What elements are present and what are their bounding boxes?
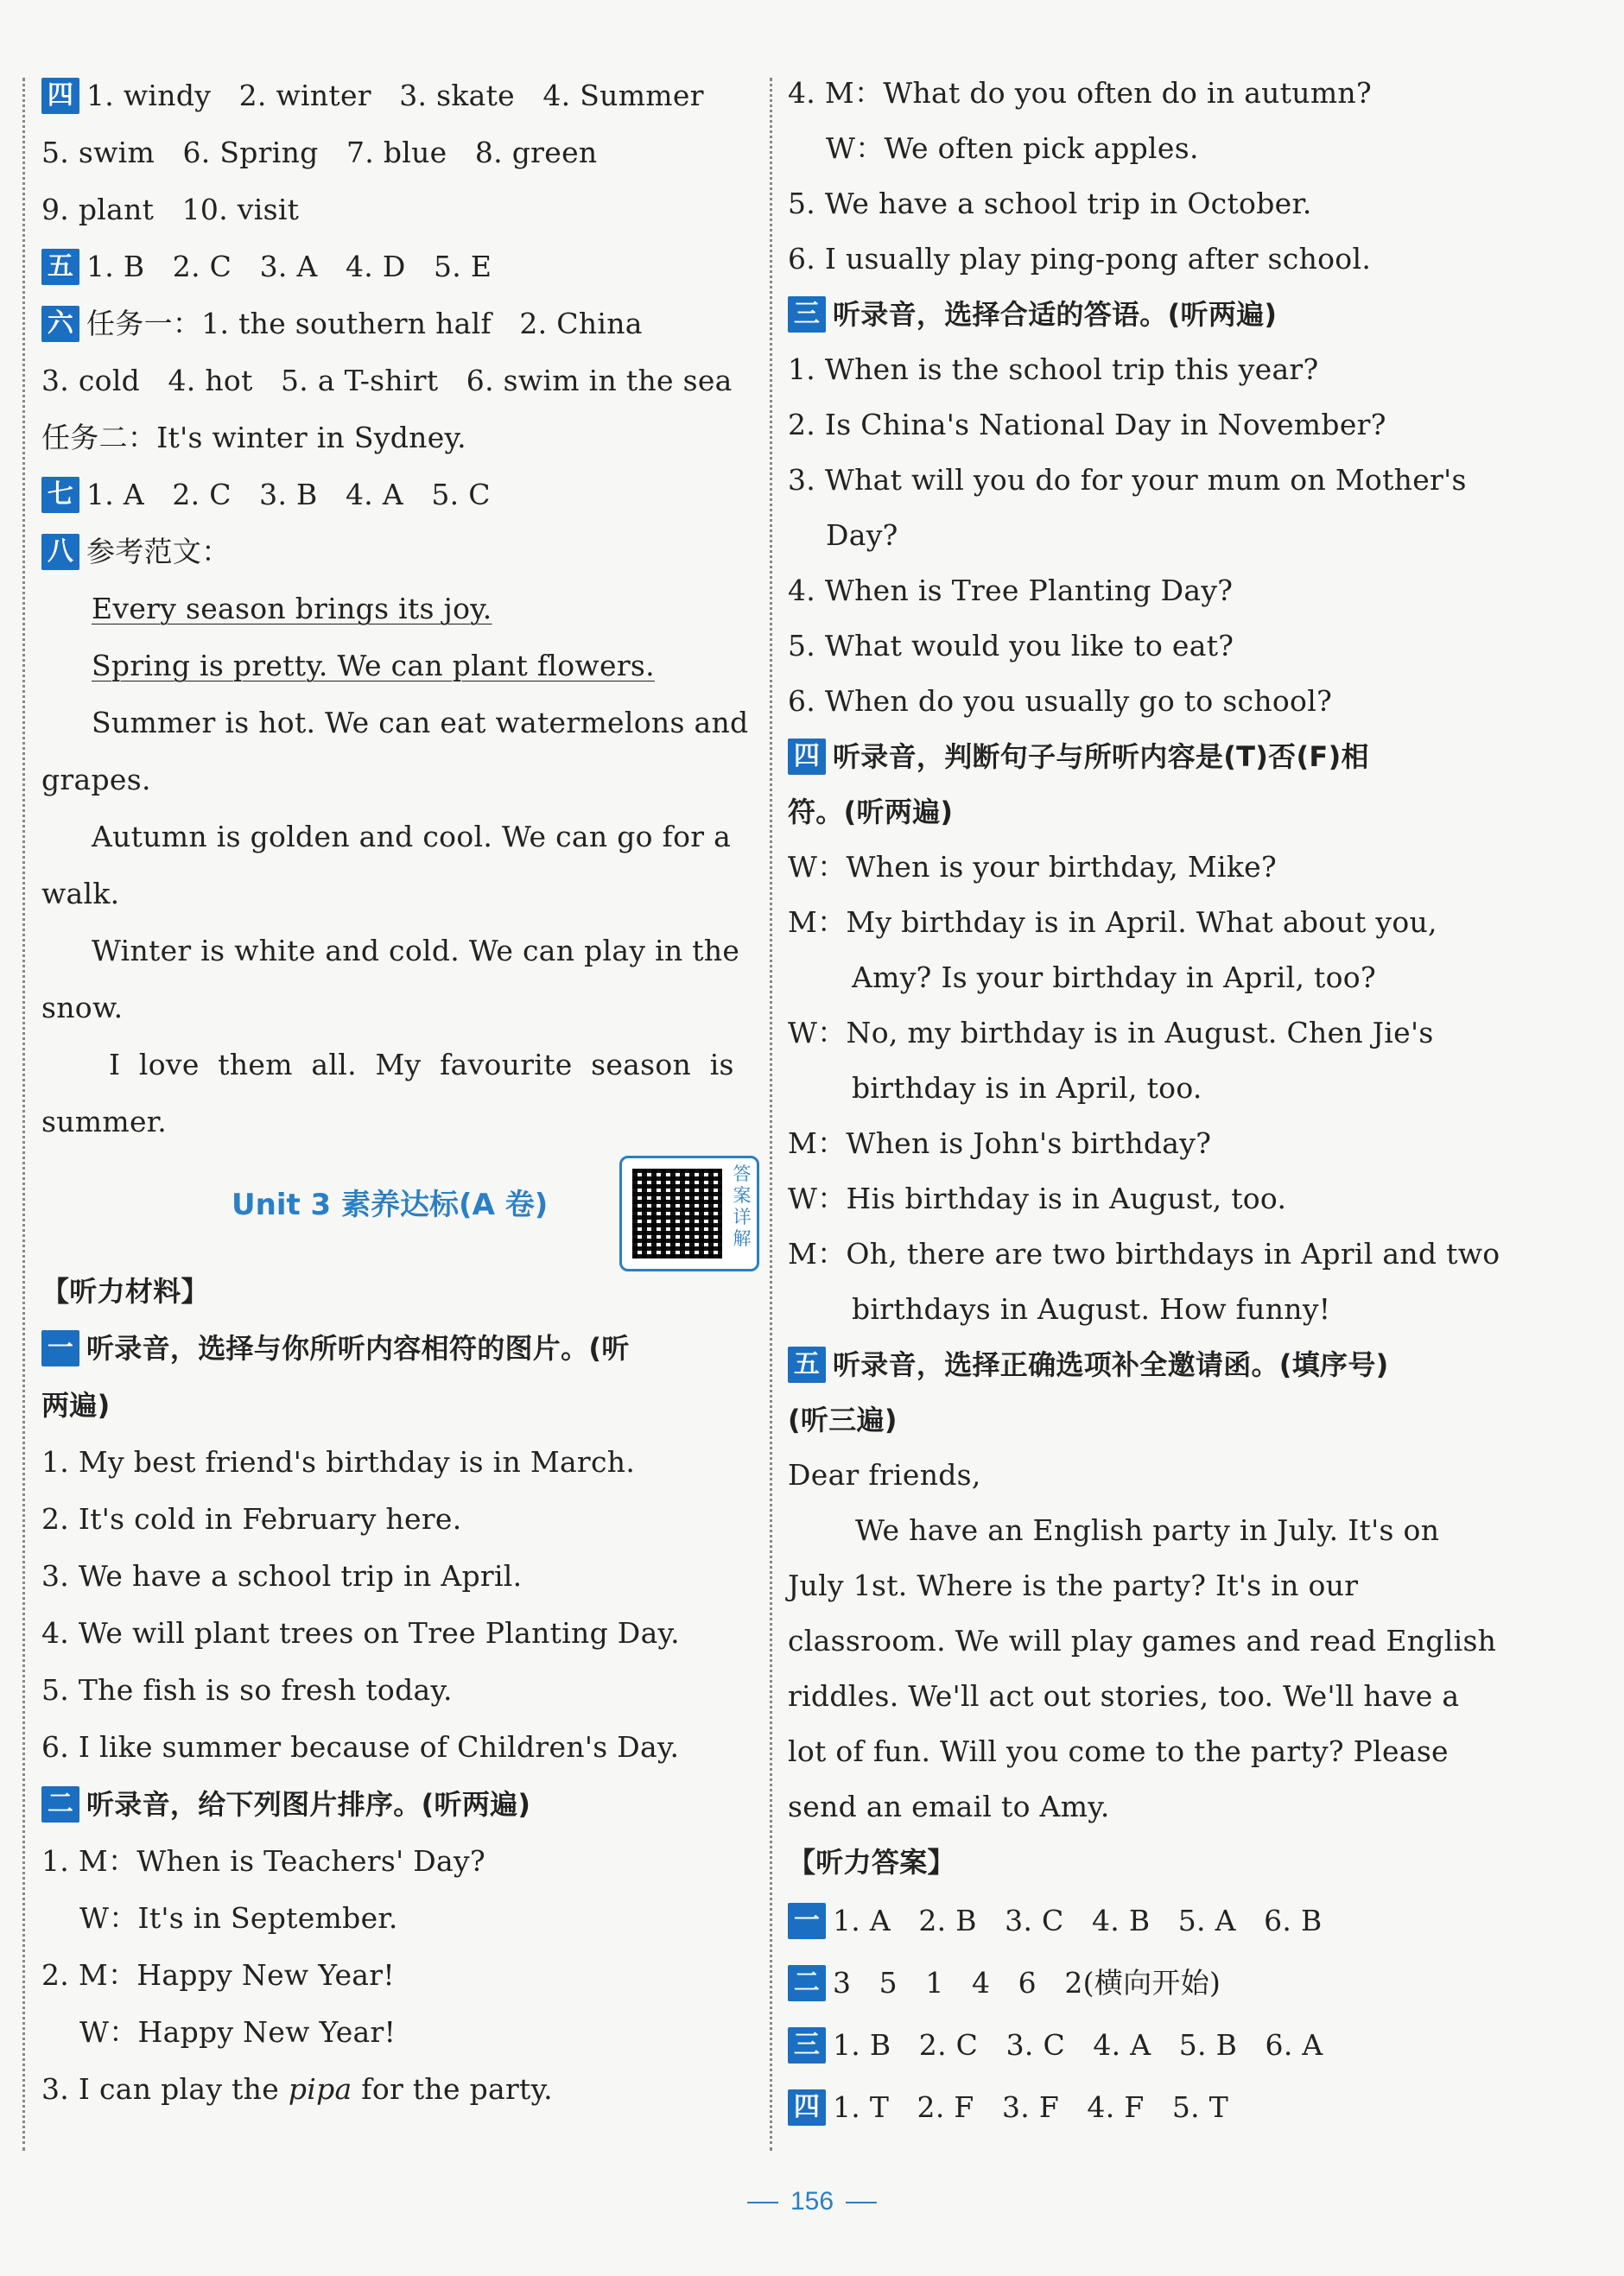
essay-line-1: Every season brings its joy. [92,592,492,625]
section-badge: 四 [788,2089,826,2126]
q2-line: 3. I can play the pipa for the party. [41,2072,553,2106]
sec4-line2: 5. swim 6. Spring 7. blue 8. green [41,136,598,169]
dialog-line: W：We often pick apples. [826,131,1199,165]
letter-line: July 1st. Where is the party? It's in our [788,1569,1359,1602]
letter-line: riddles. We'll act out stories, too. We'll have a [788,1679,1460,1713]
sec5-line: 五 1. B 2. C 3. A 4. D 5. E [41,238,763,295]
sec8-heading: 八 参考范文： [41,523,763,580]
qr-code-box[interactable] [619,1156,759,1271]
q1-title-cont: 两遍) [41,1389,111,1422]
sec7-line: 七 1. A 2. C 3. B 4. A 5. C [41,466,763,523]
answer-row: 一 1. A 2. B 3. C 4. B 5. A 6. B [788,1890,1509,1952]
section-badge: 五 [788,1347,826,1383]
q3-item: 3. What will you do for your mum on Mother's [788,463,1467,497]
q3-item: 2. Is China's National Day in November? [788,408,1386,441]
q4-dialog: W：When is your birthday, Mike? [788,850,1277,884]
answer-row: 三 1. B 2. C 3. C 4. A 5. B 6. A [788,2014,1509,2076]
page-number: 156 [0,2187,1624,2216]
section-badge: 三 [788,2027,826,2064]
q3-item: 5. What would you like to eat? [788,629,1234,663]
q4-dialog: W：His birthday is in August, too. [788,1182,1287,1215]
section-badge: 二 [41,1786,79,1823]
essay-line-4b: walk. [41,877,120,910]
q3-item-cont: Day? [826,518,898,552]
q5-title-cont: (听三遍) [788,1404,898,1436]
section-badge: 六 [41,306,79,342]
q1-item: 3. We have a school trip in April. [41,1559,523,1593]
essay-line-3b: grapes. [41,763,151,796]
sec6-line2: 3. cold 4. hot 5. a T-shirt 6. swim in the sea [41,364,733,397]
q2-title: 二 听录音，给下列图片排序。(听两遍) [41,1776,763,1833]
q4-dialog: M：Oh, there are two birthdays in April and two [788,1237,1500,1271]
section-badge: 七 [41,477,79,513]
q4-dialog: M：When is John's birthday? [788,1126,1212,1160]
sec4-line1: 四 1. windy 2. winter 3. skate 4. Summer [41,67,763,124]
q3-item: 1. When is the school trip this year? [788,352,1319,386]
sec4-line3: 9. plant 10. visit [41,193,300,226]
dialog-line: 4. M：What do you often do in autumn? [788,76,1372,110]
answers-title: 【听力答案】 [788,1846,955,1879]
listening-title: 【听力材料】 [41,1275,209,1308]
dialog-line: 6. I usually play ping-pong after school. [788,242,1372,276]
q3-title: 三 听录音，选择合适的答语。(听两遍) [788,287,1509,342]
dialog-line: 5. We have a school trip in October. [788,187,1312,220]
unit-header [41,1151,763,1263]
section-badge: 三 [788,296,826,333]
essay-line-5: Winter is white and cold. We can play in the [92,934,740,967]
section-badge: 八 [41,534,79,570]
section-badge: 五 [41,249,79,285]
q2-line: W：It's in September. [79,1901,398,1935]
essay-line-5b: snow. [41,991,124,1024]
q1-item: 4. We will plant trees on Tree Planting Day. [41,1616,680,1650]
essay-line-4: Autumn is golden and cool. We can go for a [92,820,732,853]
column-divider [770,78,772,2151]
q4-title: 四 听录音，判断句子与所听内容是(T)否(F)相 [788,729,1509,784]
q2-line: 1. M：When is Teachers' Day? [41,1844,485,1878]
left-margin-rule [22,78,25,2151]
section-badge: 四 [41,78,79,114]
q4-dialog: W：No, my birthday is in August. Chen Jie's [788,1016,1434,1049]
right-column [788,66,1509,2139]
letter-line: lot of fun. Will you come to the party? Please [788,1734,1449,1768]
section-badge: 一 [41,1330,79,1366]
q4-dialog: birthday is in April, too. [852,1071,1202,1105]
qr-code-icon [632,1169,722,1258]
q2-line: W：Happy New Year! [79,2015,396,2049]
q4-dialog: M：My birthday is in April. What about you, [788,905,1437,939]
q4-dialog: birthdays in August. How funny! [852,1292,1331,1326]
q1-item: 6. I like summer because of Children's Day. [41,1730,680,1764]
q1-item: 5. The fish is so fresh today. [41,1673,453,1707]
sec6-line3: 任务二：It's winter in Sydney. [41,421,466,454]
essay-line-2: Spring is pretty. We can plant flowers. [92,649,655,682]
letter-greeting: Dear friends, [788,1458,981,1492]
q1-item: 2. It's cold in February here. [41,1502,462,1536]
essay-line-6b: summer. [41,1105,168,1138]
left-column [41,67,763,2118]
q3-item: 6. When do you usually go to school? [788,684,1333,718]
q2-line: 2. M：Happy New Year! [41,1958,395,1992]
letter-line: send an email to Amy. [788,1790,1110,1823]
essay-line-3: Summer is hot. We can eat watermelons and [92,706,749,739]
section-badge: 四 [788,739,826,775]
section-badge: 二 [788,1965,826,2001]
q1-title: 一 听录音，选择与你所听内容相符的图片。(听 [41,1320,763,1377]
q5-title: 五 听录音，选择正确选项补全邀请函。(填序号) [788,1337,1509,1392]
letter-line: We have an English party in July. It's on [855,1513,1440,1547]
essay-line-6: I love them all. My favourite season is [109,1048,734,1081]
q1-item: 1. My best friend's birthday is in March. [41,1445,636,1479]
section-badge: 一 [788,1903,826,1939]
q3-item: 4. When is Tree Planting Day? [788,574,1234,607]
answer-row: 四 1. T 2. F 3. F 4. F 5. T [788,2076,1509,2139]
q4-title-cont: 符。(听两遍) [788,796,954,828]
answer-row: 二 3 5 1 4 6 2(横向开始) [788,1952,1509,2014]
q4-dialog: Amy? Is your birthday in April, too? [852,960,1376,994]
letter-line: classroom. We will play games and read English [788,1624,1497,1658]
qr-label: 答案详解 [733,1163,752,1249]
unit-title: Unit 3 素养达标(A 卷) [232,1188,549,1222]
sec6-line1: 六 任务一：1. the southern half 2. China [41,295,763,352]
